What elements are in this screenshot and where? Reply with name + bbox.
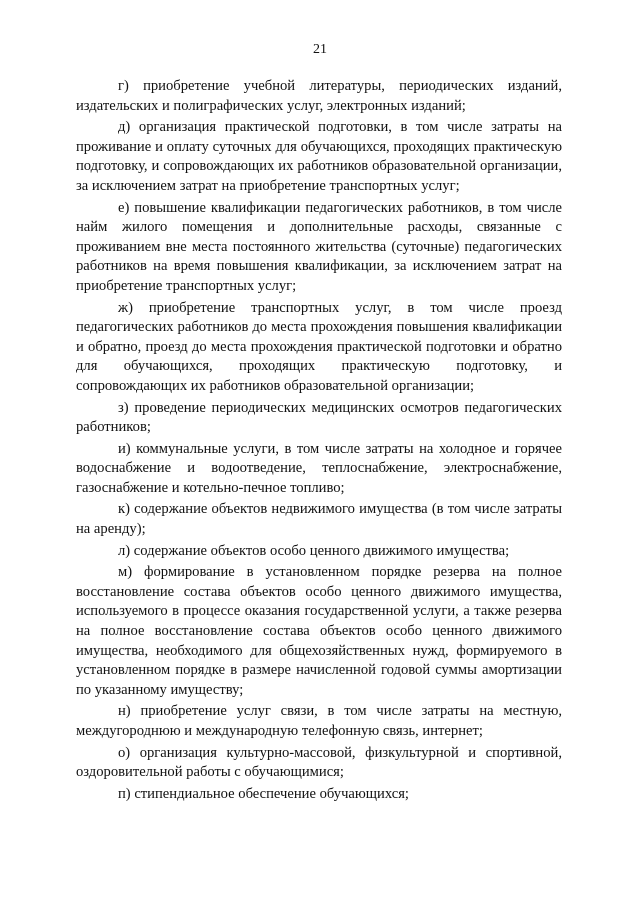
list-item-o: о) организация культурно-массовой, физкультурной и спортивной, оздоровительной работы с обучающимися;: [76, 744, 562, 781]
list-item-d: д) организация практической подготовки, в том числе затраты на проживание и оплату суточных для обучающихся, проходящих практическую подготовку, и сопровождающих их работников образовательной организации, за исключением затрат на приобретение транспортных услуг;: [76, 119, 562, 194]
list-item-i: и) коммунальные услуги, в том числе затраты на холодное и горячее водоснабжение и водоотведение, теплоснабжение, электроснабжение, газоснабжение и котельно-печное топливо;: [76, 440, 562, 496]
list-item-e: е) повышение квалификации педагогических работников, в том числе найм жилого помещения и дополнительные расходы, связанные с проживанием вне места постоянного жительства (суточные) педагогических работников на время повышения квалификации, за исключением затрат на приобретение транспортных услуг;: [76, 199, 562, 294]
list-item-n: н) приобретение услуг связи, в том числе затраты на местную, междугороднюю и международную телефонную связь, интернет;: [76, 703, 562, 739]
list-item-k: к) содержание объектов недвижимого имущества (в том числе затраты на аренду);: [76, 501, 562, 538]
list-item-p: п) стипендиальное обеспечение обучающихся;: [118, 785, 409, 802]
page-number: 21: [313, 42, 327, 57]
list-item-l: л) содержание объектов особо ценного движимого имущества;: [118, 542, 510, 559]
list-item-m: м) формирование в установленном порядке резерва на полное восстановление состава объектов особо ценного движимого имущества, используемого в процессе оказания государственной услуги, а также резерва на полное восстановление состава объектов особо ценного движимого имущества, необходимого для общехозяйственных нужд, формируемого в установленном порядке в размере начисленной годовой суммы амортизации по указанному имуществу;: [76, 564, 562, 698]
list-item-zh: ж) приобретение транспортных услуг, в том числе проезд педагогических работников до места прохождения повышения квалификации и обратно, проезд до места прохождения практической подготовки и обратно для обучающихся, проходящих практическую подготовку, и сопровождающих их работников образовательной организации;: [76, 299, 562, 394]
document-body: [76, 77, 562, 806]
list-item-z: з) проведение периодических медицинских осмотров педагогических работников;: [76, 399, 562, 436]
list-item-g: г) приобретение учебной литературы, периодических изданий, издательских и полиграфических услуг, электронных изданий;: [76, 78, 562, 114]
